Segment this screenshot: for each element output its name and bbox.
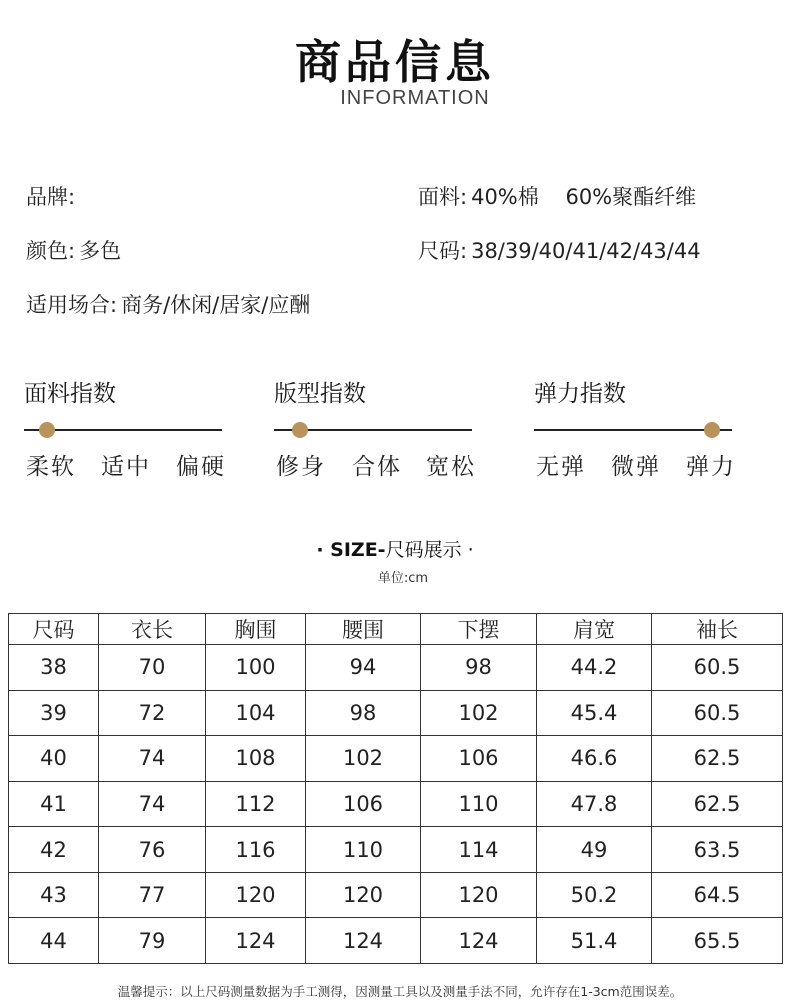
table-cell: 108 bbox=[206, 736, 306, 782]
fabric-value: 40%棉 60%聚酯纤维 bbox=[471, 185, 697, 209]
table-cell: 110 bbox=[306, 827, 421, 873]
table-cell: 62.5 bbox=[652, 736, 783, 782]
stretch-index-marker bbox=[704, 422, 720, 438]
fabric-label: 面料: bbox=[418, 185, 468, 209]
brand-info bbox=[26, 181, 79, 211]
table-cell: 64.5 bbox=[652, 872, 783, 918]
size-chart-unit: 单位:cm bbox=[377, 571, 429, 586]
table-cell: 98 bbox=[306, 690, 421, 736]
table-cell: 46.6 bbox=[537, 736, 652, 782]
table-cell: 39 bbox=[9, 690, 99, 736]
table-cell: 124 bbox=[421, 918, 537, 964]
table-cell: 98 bbox=[421, 645, 537, 691]
column-header: 腰围 bbox=[306, 614, 421, 645]
stretch-index-label: 无弹 bbox=[536, 454, 586, 480]
table-cell: 47.8 bbox=[537, 781, 652, 827]
table-cell: 49 bbox=[537, 827, 652, 873]
table-cell: 124 bbox=[306, 918, 421, 964]
table-cell: 114 bbox=[421, 827, 537, 873]
size-info bbox=[418, 235, 701, 265]
color-info bbox=[26, 235, 121, 265]
table-cell: 102 bbox=[306, 736, 421, 782]
color-label: 颜色: bbox=[26, 239, 76, 263]
column-header: 尺码 bbox=[9, 614, 99, 645]
table-cell: 42 bbox=[9, 827, 99, 873]
stretch-index-title: 弹力指数 bbox=[534, 381, 626, 407]
fabric-info bbox=[418, 181, 696, 211]
fabric-index-title: 面料指数 bbox=[24, 381, 116, 407]
column-header: 肩宽 bbox=[537, 614, 652, 645]
fabric-index-label: 偏硬 bbox=[176, 454, 226, 480]
fabric-index-label: 适中 bbox=[101, 454, 151, 480]
table-cell: 45.4 bbox=[537, 690, 652, 736]
table-cell: 74 bbox=[99, 736, 206, 782]
table-cell: 41 bbox=[9, 781, 99, 827]
table-cell: 100 bbox=[206, 645, 306, 691]
size-chart-heading-rest: 尺码展示 · bbox=[385, 539, 474, 561]
table-cell: 51.4 bbox=[537, 918, 652, 964]
table-cell: 110 bbox=[421, 781, 537, 827]
occasion-label: 适用场合: bbox=[26, 293, 118, 317]
table-cell: 44 bbox=[9, 918, 99, 964]
size-chart-heading-prefix: · SIZE- bbox=[316, 539, 386, 561]
occasion-info bbox=[26, 289, 310, 319]
table-cell: 104 bbox=[206, 690, 306, 736]
table-row bbox=[9, 736, 783, 782]
table-cell: 65.5 bbox=[652, 918, 783, 964]
page-title: 商品信息 bbox=[295, 35, 495, 89]
table-cell: 63.5 bbox=[652, 827, 783, 873]
table-cell: 60.5 bbox=[652, 645, 783, 691]
measurement-note: 温馨提示：以上尺码测量数据为手工测得，因测量工具以及测量手法不同，允许存在1-3cm范围误差。 bbox=[117, 984, 683, 999]
brand-label: 品牌: bbox=[26, 185, 76, 209]
column-header: 下摆 bbox=[421, 614, 537, 645]
table-cell: 106 bbox=[421, 736, 537, 782]
table-cell: 76 bbox=[99, 827, 206, 873]
table-cell: 102 bbox=[421, 690, 537, 736]
table-header-row bbox=[9, 614, 783, 645]
table-row bbox=[9, 781, 783, 827]
fit-index-label: 合体 bbox=[352, 454, 402, 480]
table-cell: 77 bbox=[99, 872, 206, 918]
column-header: 衣长 bbox=[99, 614, 206, 645]
table-cell: 38 bbox=[9, 645, 99, 691]
table-cell: 116 bbox=[206, 827, 306, 873]
table-row bbox=[9, 690, 783, 736]
fit-index-marker bbox=[292, 422, 308, 438]
column-header: 袖长 bbox=[652, 614, 783, 645]
table-cell: 120 bbox=[306, 872, 421, 918]
table-cell: 112 bbox=[206, 781, 306, 827]
fabric-index-label: 柔软 bbox=[26, 454, 76, 480]
table-cell: 40 bbox=[9, 736, 99, 782]
table-cell: 120 bbox=[206, 872, 306, 918]
table-cell: 43 bbox=[9, 872, 99, 918]
size-chart-heading bbox=[0, 535, 790, 562]
table-row bbox=[9, 827, 783, 873]
size-table bbox=[8, 613, 783, 964]
table-row bbox=[9, 872, 783, 918]
color-value: 多色 bbox=[79, 239, 122, 263]
table-cell: 94 bbox=[306, 645, 421, 691]
table-cell: 70 bbox=[99, 645, 206, 691]
table-cell: 44.2 bbox=[537, 645, 652, 691]
table-cell: 72 bbox=[99, 690, 206, 736]
stretch-index-scale bbox=[534, 429, 732, 431]
table-cell: 124 bbox=[206, 918, 306, 964]
table-cell: 60.5 bbox=[652, 690, 783, 736]
column-header: 胸围 bbox=[206, 614, 306, 645]
table-cell: 62.5 bbox=[652, 781, 783, 827]
table-cell: 50.2 bbox=[537, 872, 652, 918]
size-value: 38/39/40/41/42/43/44 bbox=[471, 239, 701, 263]
table-cell: 120 bbox=[421, 872, 537, 918]
stretch-index-label: 弹力 bbox=[686, 454, 736, 480]
fit-index-title: 版型指数 bbox=[274, 381, 366, 407]
occasion-value: 商务/休闲/居家/应酬 bbox=[121, 293, 311, 317]
fit-index-label: 修身 bbox=[276, 454, 326, 480]
size-label: 尺码: bbox=[418, 239, 468, 263]
stretch-index-label: 微弹 bbox=[611, 454, 661, 480]
table-row bbox=[9, 645, 783, 691]
table-cell: 74 bbox=[99, 781, 206, 827]
table-cell: 79 bbox=[99, 918, 206, 964]
fabric-index-marker bbox=[39, 422, 55, 438]
table-cell: 106 bbox=[306, 781, 421, 827]
table-row bbox=[9, 918, 783, 964]
page-subtitle: INFORMATION bbox=[340, 87, 490, 109]
fit-index-label: 宽松 bbox=[426, 454, 476, 480]
